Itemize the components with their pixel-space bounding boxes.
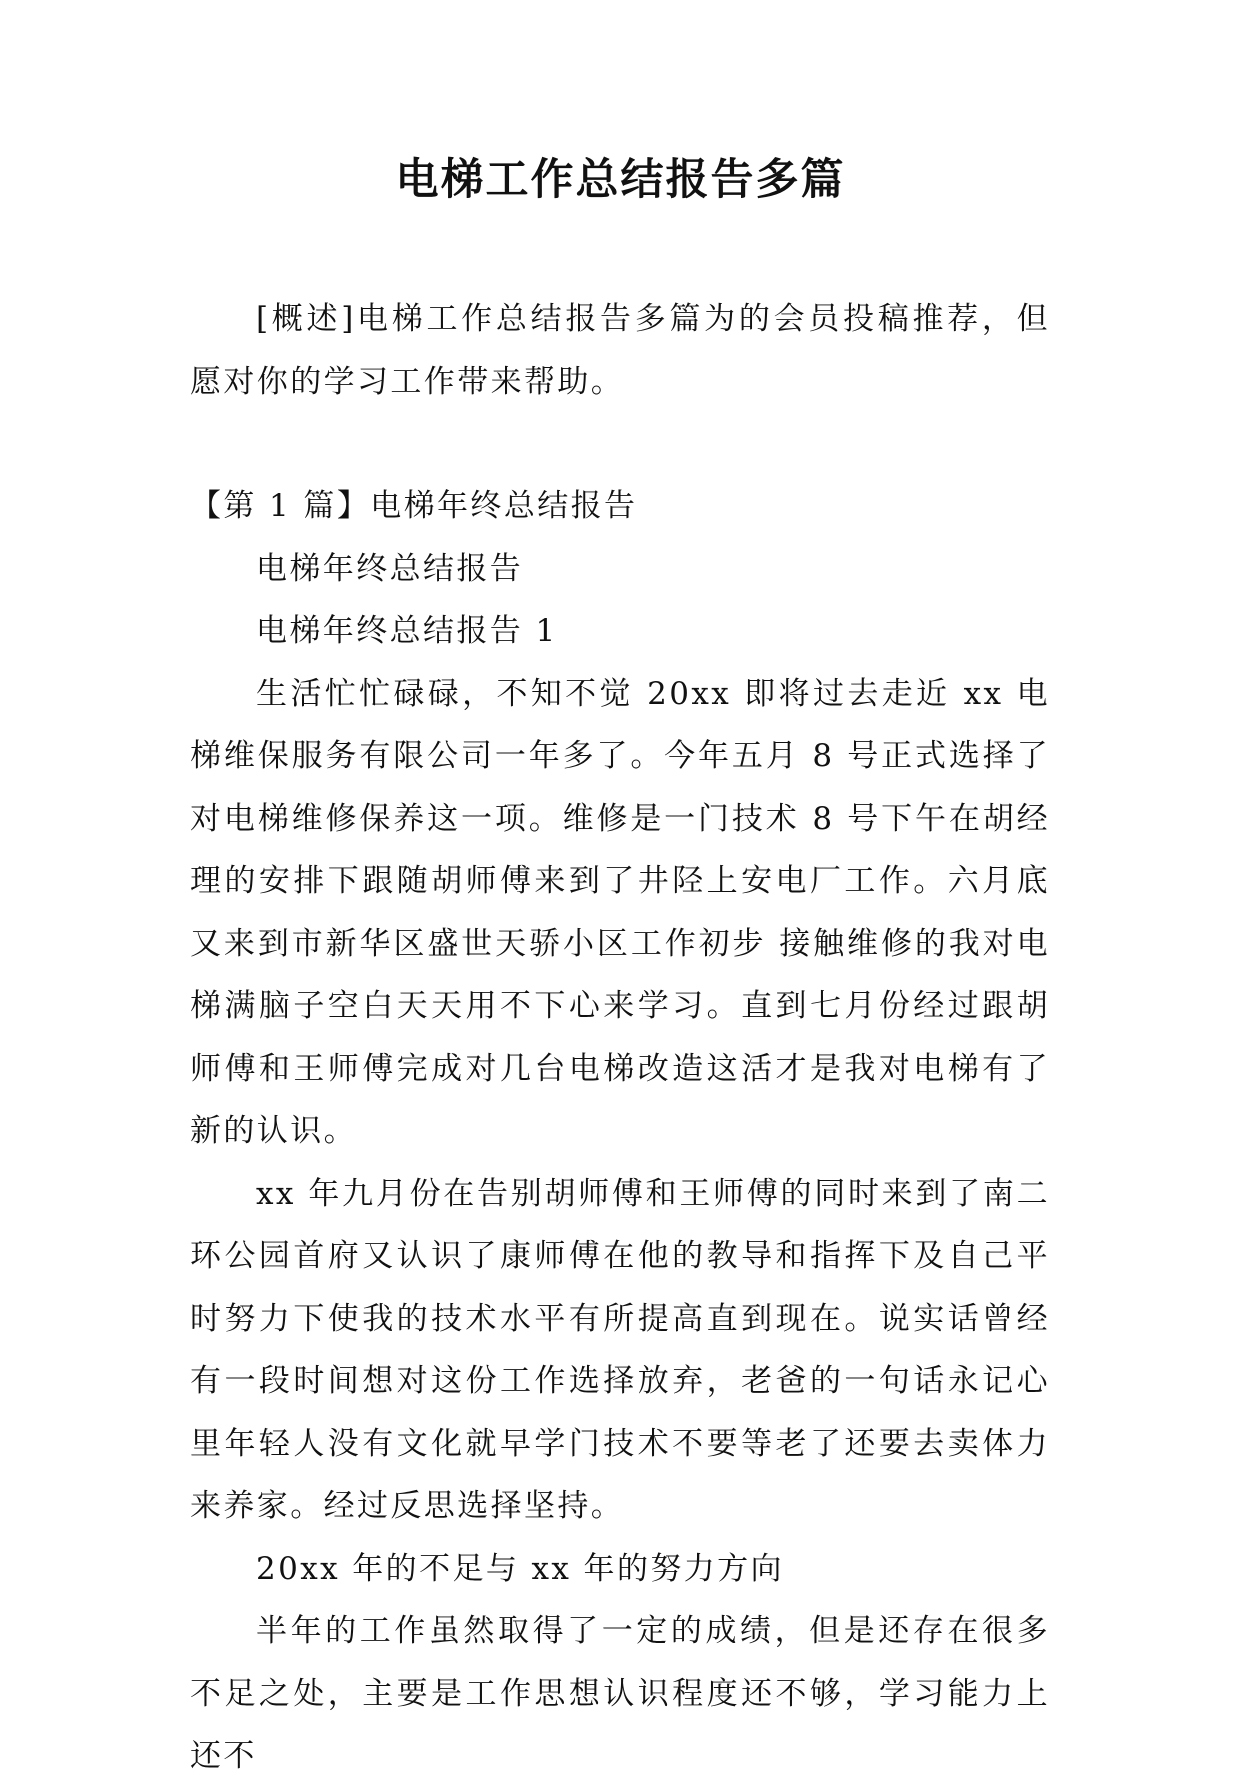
section-heading: 【第 1 篇】电梯年终总结报告 [190, 488, 638, 524]
subheading: 电梯年终总结报告 1 [256, 613, 558, 649]
body-paragraph: 生活忙忙碌碌，不知不觉 20xx 即将过去走近 xx 电梯维保服务有限公司一年多了。今年五月 8 号正式选择了对电梯维修保养这一项。维修是一门技术 8 号下午在胡经理的安排下跟随胡师傅来到了井陉上安电厂工作。六月底又来到市新华区盛世天骄小区工作初步 接触维修的我对电梯满脑子空白天天用不下心来学习。直到七月份经过跟胡师傅和王师傅完成对几台电梯改造这活才是我对电梯有了新的认识。 [190, 675, 1050, 1149]
body-paragraph: xx 年九月份在告别胡师傅和王师傅的同时来到了南二环公园首府又认识了康师傅在他的教导和指挥下及自己平时努力下使我的技术水平有所提高直到现在。说实话曾经有一段时间想对这份工作选择放弃，老爸的一句话永记心里年轻人没有文化就早学门技术不要等老了还要去卖体力来养家。经过反思选择坚持。 [190, 1175, 1050, 1524]
spacer [190, 413, 1050, 475]
summary-paragraph: [概述]电梯工作总结报告多篇为的会员投稿推荐，但愿对你的学习工作带来帮助。 [190, 301, 1050, 400]
document-title: 电梯工作总结报告多篇 [395, 155, 846, 205]
subheading: 20xx 年的不足与 xx 年的努力方向 [256, 1550, 784, 1587]
subheading: 电梯年终总结报告 [256, 550, 524, 587]
document-body [190, 288, 1050, 1788]
body-paragraph: 半年的工作虽然取得了一定的成绩，但是还存在很多不足之处，主要是工作思想认识程度还不够，学习能力上还不 [190, 1613, 1050, 1774]
